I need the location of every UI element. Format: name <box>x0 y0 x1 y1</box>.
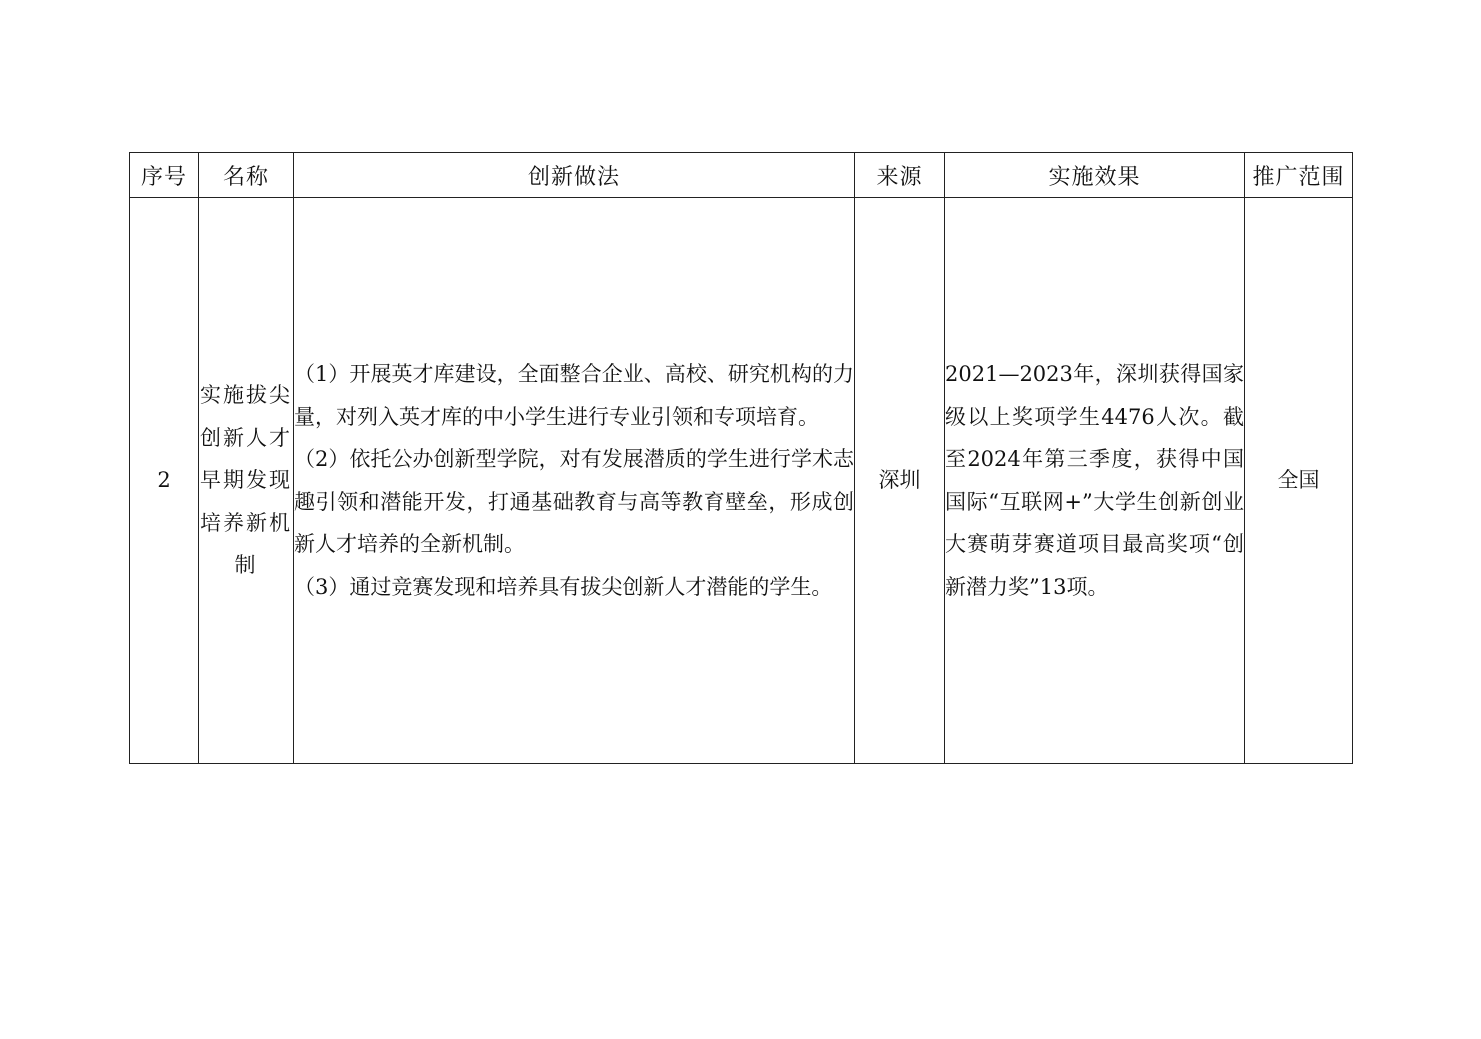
practice-item-2: （2）依托公办创新型学院，对有发展潜质的学生进行学术志趣引领和潜能开发，打通基础教育与高等教育壁垒，形成创新人才培养的全新机制。 <box>294 447 854 556</box>
row-name: 实施拔尖创新人才早期发现培养新机制 <box>199 198 294 764</box>
policy-table <box>129 152 1353 764</box>
header-scope: 推广范围 <box>1245 153 1353 198</box>
row-practice <box>294 198 855 764</box>
row-scope: 全国 <box>1245 198 1353 764</box>
row-index: 2 <box>130 198 199 764</box>
practice-item-1: （1）开展英才库建设，全面整合企业、高校、研究机构的力量，对列入英才库的中小学生进行专业引领和专项培育。 <box>294 362 854 429</box>
header-practice: 创新做法 <box>294 153 855 198</box>
header-source: 来源 <box>855 153 945 198</box>
header-row <box>130 153 1353 198</box>
practice-item-3: （3）通过竞赛发现和培养具有拔尖创新人才潜能的学生。 <box>294 574 833 599</box>
header-name: 名称 <box>199 153 294 198</box>
row-source: 深圳 <box>855 198 945 764</box>
header-effect: 实施效果 <box>945 153 1245 198</box>
header-index: 序号 <box>130 153 199 198</box>
row-effect: 2021—2023年，深圳获得国家级以上奖项学生4476人次。截至2024年第三季度，获得中国国际“互联网+”大学生创新创业大赛萌芽赛道项目最高奖项“创新潜力奖”13项。 <box>945 198 1245 764</box>
table-row <box>130 198 1353 764</box>
